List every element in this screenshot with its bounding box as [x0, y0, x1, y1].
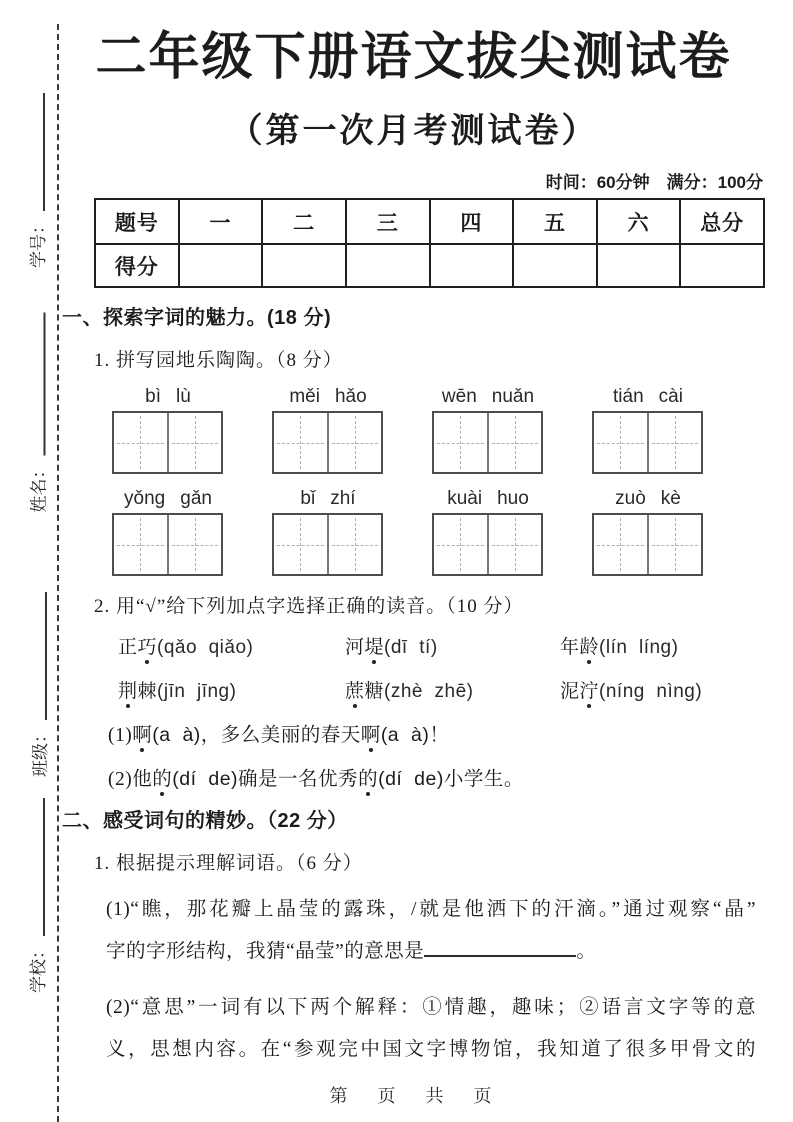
score-cell[interactable]: [262, 244, 346, 287]
writing-grid-box[interactable]: [112, 513, 223, 576]
cut-dashed-line: [57, 24, 59, 1122]
answer-blank[interactable]: [424, 938, 576, 958]
pinyin-unit: [272, 488, 384, 576]
section2-paragraph-1: [106, 889, 756, 973]
score-header-cell: 六: [597, 199, 681, 244]
pinyin-label: bì lù: [145, 386, 191, 408]
pinyin-label: zuò kè: [615, 488, 681, 510]
pinyin-label: kuài huo: [447, 488, 529, 510]
page-subtitle: （第一次月考测试卷）: [228, 112, 599, 151]
q2-subline-1: (1)啊(a à)，多么美丽的春天啊(a à)！: [108, 724, 450, 747]
score-cell[interactable]: [513, 244, 597, 287]
paragraph-line: 义，思想内容。在“参观完中国文字博物馆，我知道了很多甲骨文的: [106, 1039, 756, 1061]
sidebar-field-name: [21, 308, 53, 513]
pinyin-unit: [432, 488, 544, 576]
score-cell[interactable]: [346, 244, 430, 287]
score-cell[interactable]: [430, 244, 514, 287]
word-choice-item[interactable]: 泥泞(níng nìng): [560, 681, 703, 703]
pronunciation-choice-grid: [118, 632, 765, 703]
q2-subline-2: (2)他的(dí de)确是一名优秀的(dí de)小学生。: [108, 768, 524, 791]
word-choice-item[interactable]: 正巧(qǎo qiǎo): [118, 637, 254, 659]
section1-q2-title: 2. 用“√”给下列加点字选择正确的读音。（10 分）: [94, 596, 524, 618]
pinyin-label: yǒng gǎn: [124, 488, 212, 510]
writing-grid-box[interactable]: [592, 411, 703, 474]
writing-grid-box[interactable]: [272, 513, 383, 576]
page-title: 二年级下册语文拔尖测试卷: [95, 28, 732, 85]
sidebar-field-class: [22, 587, 54, 777]
word-choice-item[interactable]: 蔗糖(zhè zhē): [345, 681, 474, 703]
section1-q1-title: 1. 拼写园地乐陶陶。（8 分）: [94, 350, 343, 372]
pinyin-unit: [592, 488, 704, 576]
section2-heading: 二、感受词句的精妙。（22 分）: [62, 810, 348, 833]
writing-grid-box[interactable]: [112, 411, 223, 474]
score-header-cell: 四: [430, 199, 514, 244]
writing-grid-box[interactable]: [432, 513, 543, 576]
word-choice-item[interactable]: 年龄(lín líng): [560, 637, 679, 659]
pinyin-label: wēn nuǎn: [441, 386, 535, 408]
score-cell[interactable]: [680, 244, 764, 287]
exam-meta: 时间：60分钟 满分：100分: [545, 173, 763, 193]
score-header-cell: 题号: [95, 199, 179, 244]
score-header-cell: 三: [346, 199, 430, 244]
section2-q1-title: 1. 根据提示理解词语。（6 分）: [94, 853, 363, 875]
sidebar-field-school: [20, 793, 52, 993]
paragraph-line: (2)“意思”一词有以下两个解释：①情趣，趣味；②语言文字等的意: [106, 997, 756, 1019]
writing-grid-box[interactable]: [592, 513, 703, 576]
score-row-label: 得分: [95, 244, 179, 287]
student-id-blank[interactable]: [27, 93, 45, 211]
section2-paragraph-2: [106, 987, 756, 1071]
class-blank[interactable]: [29, 592, 47, 720]
name-blank[interactable]: [28, 313, 46, 456]
sidebar-field-student-id: [20, 88, 52, 268]
pinyin-unit: [272, 386, 384, 474]
score-header-cell: 总分: [680, 199, 764, 244]
pinyin-label: měi hǎo: [289, 386, 367, 408]
pinyin-row-2: [112, 488, 704, 576]
page-footer: 第 页 共 页: [329, 1086, 498, 1106]
writing-grid-box[interactable]: [272, 411, 383, 474]
section1-heading: 一、探索字词的魅力。(18 分): [62, 307, 332, 330]
word-choice-item[interactable]: 荆棘(jīn jīng): [118, 681, 237, 703]
score-header-cell: 一: [179, 199, 263, 244]
score-table-header-row: [95, 199, 764, 244]
name-label: 姓名：: [29, 461, 48, 513]
paragraph-line: 字的字形结构，我猜“晶莹”的意思是 。: [106, 931, 756, 973]
school-label: 学校：: [28, 942, 48, 993]
score-table: [94, 198, 765, 288]
score-header-cell: 五: [513, 199, 597, 244]
score-header-cell: 二: [262, 199, 346, 244]
pinyin-row-1: [112, 386, 704, 474]
school-blank[interactable]: [27, 798, 45, 936]
score-cell[interactable]: [597, 244, 681, 287]
writing-grid-box[interactable]: [432, 411, 543, 474]
pinyin-label: bǐ zhí: [300, 488, 356, 510]
score-cell[interactable]: [179, 244, 263, 287]
pinyin-unit: [112, 488, 224, 576]
class-label: 班级：: [30, 726, 50, 777]
pinyin-label: tián cài: [613, 386, 683, 408]
score-table-score-row: [95, 244, 764, 287]
pinyin-unit: [592, 386, 704, 474]
paragraph-line: (1)“瞧，那花瓣上晶莹的露珠，/就是他洒下的汗滴。”通过观察“晶”: [106, 899, 756, 921]
pinyin-unit: [112, 386, 224, 474]
word-choice-item[interactable]: 河堤(dī tí): [345, 637, 438, 659]
student-id-label: 学号：: [28, 217, 48, 268]
pinyin-unit: [432, 386, 544, 474]
